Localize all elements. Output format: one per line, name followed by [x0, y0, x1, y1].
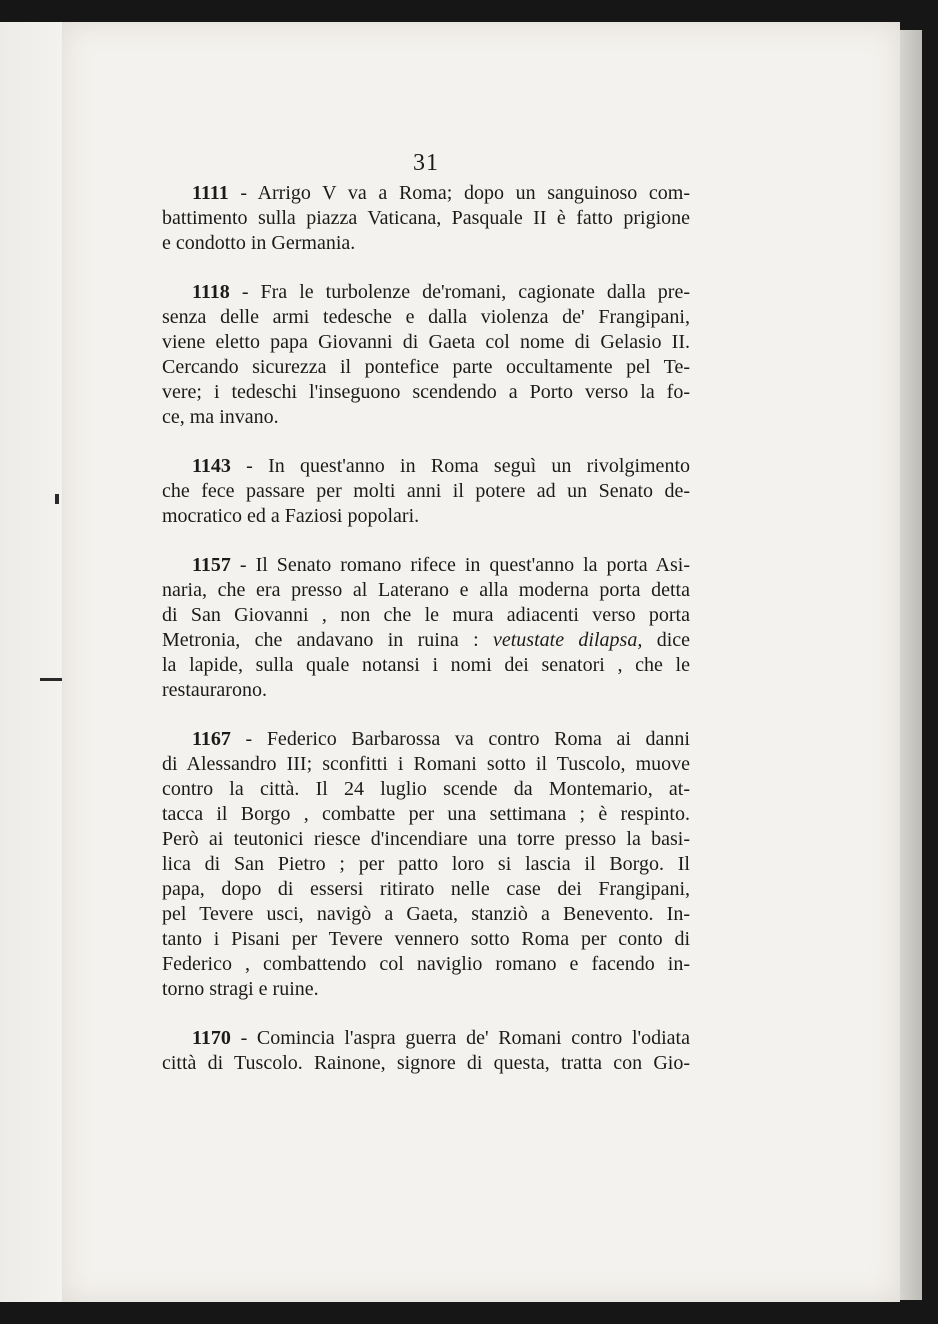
text-fragment: dice — [642, 629, 690, 651]
text-line: contro la città. Il 24 luglio scende da Montemario, at- — [162, 778, 690, 800]
text-line: tacca il Borgo , combatte per una settimana ; è respinto. — [162, 803, 690, 825]
entry-year: 1157 — [192, 554, 231, 576]
text-line: città di Tuscolo. Rainone, signore di questa, tratta con Gio- — [162, 1052, 690, 1074]
chronicle-entry — [162, 1026, 690, 1076]
text-fragment: - Comincia l'aspra guerra de' Romani contro l'odiata — [230, 1027, 690, 1049]
text-line — [162, 628, 690, 653]
text-line: mocratico ed a Faziosi popolari. — [162, 505, 420, 527]
chronicle-entry — [162, 727, 690, 1002]
chronicle-entry — [162, 181, 690, 256]
text-line — [162, 280, 690, 305]
text-line: papa, dopo di essersi ritirato nelle case dei Frangipani, — [162, 878, 690, 900]
text-line: lica di San Pietro ; per patto loro si lascia il Borgo. Il — [162, 853, 690, 875]
entry-year: 1143 — [192, 455, 231, 477]
page-gutter — [0, 22, 62, 1302]
text-line — [162, 1026, 690, 1051]
entry-year: 1118 — [192, 281, 230, 303]
text-line: pel Tevere usci, navigò a Gaeta, stanziò a Benevento. In- — [162, 903, 690, 925]
text-line: senza delle armi tedesche e dalla violenza de' Frangipani, — [162, 306, 690, 328]
text-line: che fece passare per molti anni il potere ad un Senato de- — [162, 480, 690, 502]
page-number: 31 — [413, 150, 439, 176]
text-fragment: - Fra le turbolenze de'romani, cagionate dalla pre- — [229, 281, 690, 303]
text-line: tanto i Pisani per Tevere vennero sotto Roma per conto di — [162, 928, 690, 950]
text-line: e condotto in Germania. — [162, 232, 356, 254]
margin-mark — [40, 678, 62, 681]
text-line: torno stragi e ruine. — [162, 978, 319, 1000]
chronicle-entry — [162, 553, 690, 703]
text-line: naria, che era presso al Laterano e alla moderna porta detta — [162, 579, 690, 601]
text-fragment: - Il Senato romano rifece in quest'anno la porta Asi- — [230, 554, 690, 576]
margin-mark — [55, 494, 59, 504]
text-line: ce, ma invano. — [162, 406, 279, 428]
page-edge — [898, 30, 922, 1300]
text-fragment: - In quest'anno in Roma seguì un rivolgimento — [230, 455, 690, 477]
text-line — [162, 553, 690, 578]
text-fragment: - Arrigo V va a Roma; dopo un sanguinoso com- — [228, 182, 690, 204]
text-line: viene eletto papa Giovanni di Gaeta col nome di Gelasio II. — [162, 331, 690, 353]
text-line — [162, 181, 690, 206]
latin-quote: vetustate dilapsa, — [493, 629, 643, 651]
chronicle-entry — [162, 280, 690, 430]
page-text — [162, 150, 690, 1100]
entry-year: 1170 — [192, 1027, 231, 1049]
text-line: vere; i tedeschi l'inseguono scendendo a Porto verso la fo- — [162, 381, 690, 403]
text-line — [162, 454, 690, 479]
text-line — [162, 727, 690, 752]
text-line: la lapide, sulla quale notansi i nomi dei senatori , che le — [162, 654, 690, 676]
text-line: restaurarono. — [162, 679, 267, 701]
text-line: Però ai teutonici riesce d'incendiare una torre presso la basi- — [162, 828, 690, 850]
text-line: Cercando sicurezza il pontefice parte occultamente pel Te- — [162, 356, 690, 378]
text-fragment: Metronia, che andavano in ruina : — [162, 629, 493, 651]
entry-year: 1167 — [192, 728, 231, 750]
text-line: di Alessandro III; sconfitti i Romani sotto il Tuscolo, muove — [162, 753, 690, 775]
entry-year: 1111 — [192, 182, 229, 204]
chronicle-entry — [162, 454, 690, 529]
text-line: battimento sulla piazza Vaticana, Pasquale II è fatto prigione — [162, 207, 690, 229]
text-line: di San Giovanni , non che le mura adiacenti verso porta — [162, 604, 690, 626]
text-fragment: - Federico Barbarossa va contro Roma ai danni — [230, 728, 690, 750]
text-line: Federico , combattendo col naviglio romano e facendo in- — [162, 953, 690, 975]
